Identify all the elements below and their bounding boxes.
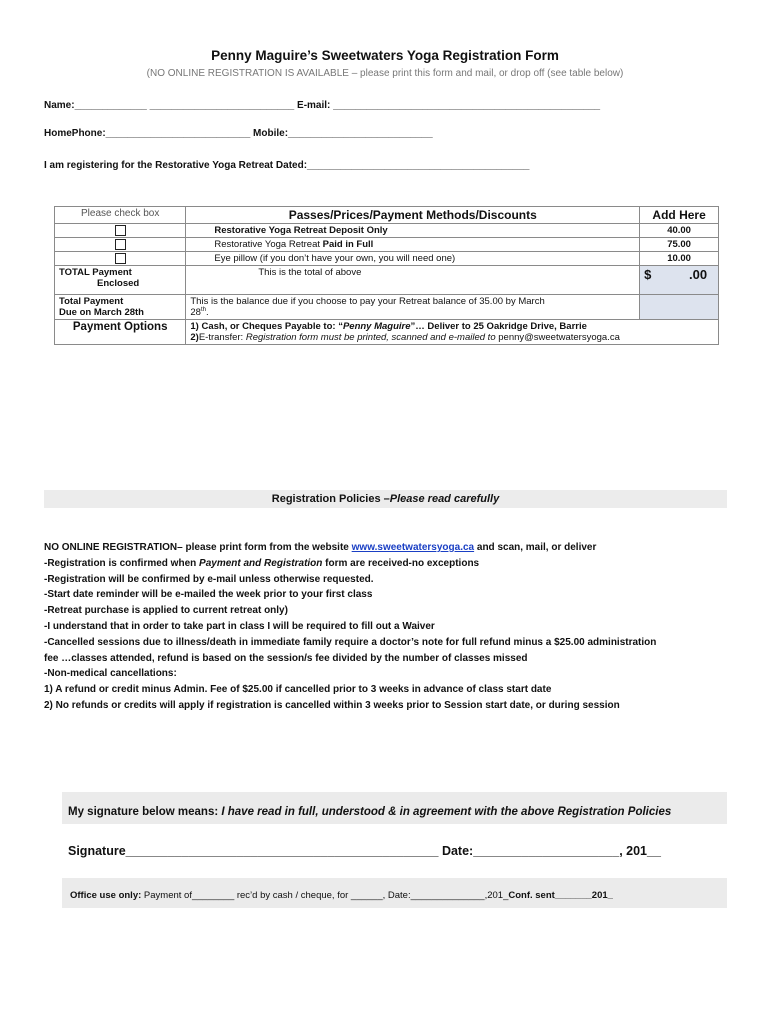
- table-row: [55, 252, 719, 266]
- due-amount-field[interactable]: [640, 295, 719, 320]
- option2-number: 2): [190, 332, 199, 344]
- phone-field-line[interactable]: HomePhone:__________________________ Mobile:__________________________: [44, 128, 433, 139]
- option1-text: 1) Cash, or Cheques Payable to: “: [190, 321, 343, 333]
- policy-line: fee …classes attended, refund is based on the session/s fee divided by the number of classes missed: [44, 652, 528, 664]
- policy-line: [44, 540, 734, 556]
- eye-pillow-checkbox[interactable]: [115, 253, 126, 264]
- policy-line: -Non-medical cancellations:: [44, 668, 177, 680]
- table-row: [55, 224, 719, 238]
- total-amount-field[interactable]: [640, 266, 719, 295]
- item-price: 40.00: [640, 224, 719, 238]
- item-price: 75.00: [640, 238, 719, 252]
- policy-text: and scan, mail, or deliver: [474, 542, 597, 553]
- due-desc-date: 28: [190, 307, 201, 319]
- retreat-date-field-line[interactable]: I am registering for the Restorative Yoga Retreat Dated:________________________________________: [44, 160, 530, 171]
- policy-text-emphasis: Payment and Registration: [199, 557, 323, 569]
- total-amount: .00: [689, 267, 708, 283]
- deposit-checkbox[interactable]: [115, 225, 126, 236]
- dollar-sign: $: [644, 267, 652, 283]
- header-main: Passes/Prices/Payment Methods/Discounts: [186, 207, 640, 224]
- total-label: TOTAL Payment: [59, 267, 132, 279]
- agreement-text: My signature below means:: [68, 806, 222, 818]
- office-use-text: Payment of________ rec’d by cash / cheque, for ______, Date:______________,201_: [141, 890, 509, 901]
- policies-heading-text: Registration Policies –: [271, 493, 390, 505]
- policy-line: -Cancelled sessions due to illness/death in immediate family require a doctor’s note for full refund minus a $25.00 administration: [44, 636, 657, 648]
- item-label: Restorative Yoga Retreat: [214, 239, 323, 251]
- office-use-conf: Conf. sent_______201_: [508, 890, 613, 901]
- form-subtitle: (NO ONLINE REGISTRATION IS AVAILABLE – please print this form and mail, or drop off (see table below): [146, 68, 624, 79]
- option2-method: E-transfer:: [198, 332, 246, 344]
- payment-options-row: [55, 320, 719, 345]
- table-header-row: [55, 207, 719, 224]
- table-row: [55, 238, 719, 252]
- paid-in-full-checkbox[interactable]: [115, 239, 126, 250]
- option2-email: penny@sweetwatersyoga.ca: [495, 332, 620, 344]
- item-label: Eye pillow (if you don’t have your own, you will need one): [214, 253, 456, 265]
- due-row: [55, 295, 719, 320]
- policy-text: form are received-no exceptions: [322, 557, 480, 569]
- policies-heading-emphasis: Please read carefully: [389, 493, 500, 505]
- office-use-label: Office use only:: [70, 890, 142, 901]
- agreement-statement: [62, 792, 727, 824]
- policies-list: [44, 540, 734, 714]
- form-title: Penny Maguire’s Sweetwaters Yoga Registration Form: [211, 48, 559, 63]
- header-add: Add Here: [640, 207, 719, 224]
- website-link[interactable]: www.sweetwatersyoga.ca: [351, 542, 475, 553]
- name-email-field-line[interactable]: Name:_____________ __________________________ E-mail: ________________________________________________: [44, 100, 601, 111]
- policy-line: -Retreat purchase is applied to current retreat only): [44, 605, 288, 617]
- policy-line: [44, 556, 734, 572]
- due-label-2: Due on March 28th: [59, 307, 144, 319]
- payment-options-label: Payment Options: [55, 320, 186, 345]
- due-desc-end: .: [205, 307, 209, 319]
- total-label-2: Enclosed: [97, 278, 140, 290]
- payee-name: Penny Maguire: [342, 321, 411, 333]
- payment-table: [54, 206, 719, 345]
- due-label: Total Payment: [59, 296, 124, 308]
- policy-line: -Start date reminder will be e-mailed the week prior to your first class: [44, 589, 373, 601]
- total-desc: This is the total of above: [186, 266, 640, 295]
- policy-text: -Registration is confirmed when: [44, 557, 200, 569]
- item-label-bold: Paid in Full: [322, 239, 374, 251]
- policy-line: 1) A refund or credit minus Admin. Fee of $25.00 if cancelled prior to 3 weeks in advance of class start date: [44, 684, 552, 696]
- signature-date-field[interactable]: Signature_____________________________________________ Date:_____________________, 201__: [62, 836, 727, 876]
- policies-heading: [44, 490, 727, 508]
- office-use-line: [62, 878, 727, 908]
- option1-text-end: ”… Deliver to 25 Oakridge Drive, Barrie: [410, 321, 587, 333]
- agreement-emphasis: I have read in full, understood & in agreement with the above Registration Policies: [221, 806, 672, 818]
- item-price: 10.00: [640, 252, 719, 266]
- policy-line: -Registration will be confirmed by e-mail unless otherwise requested.: [44, 573, 374, 585]
- header-check: Please check box: [55, 207, 186, 224]
- item-label: Restorative Yoga Retreat Deposit Only: [214, 225, 388, 236]
- due-desc: This is the balance due if you choose to pay your Retreat balance of 35.00 by March: [190, 296, 545, 308]
- policy-line: 2) No refunds or credits will apply if registration is cancelled within 3 weeks prior to Session start date, or during session: [44, 699, 620, 711]
- due-desc-sup: th: [200, 307, 206, 314]
- policy-text: NO ONLINE REGISTRATION– please print form from the website: [44, 542, 352, 553]
- option2-instruction: Registration form must be printed, scanned and e-mailed to: [245, 332, 496, 344]
- total-row: [55, 266, 719, 295]
- policy-line: -I understand that in order to take part in class I will be required to fill out a Waiver: [44, 620, 435, 632]
